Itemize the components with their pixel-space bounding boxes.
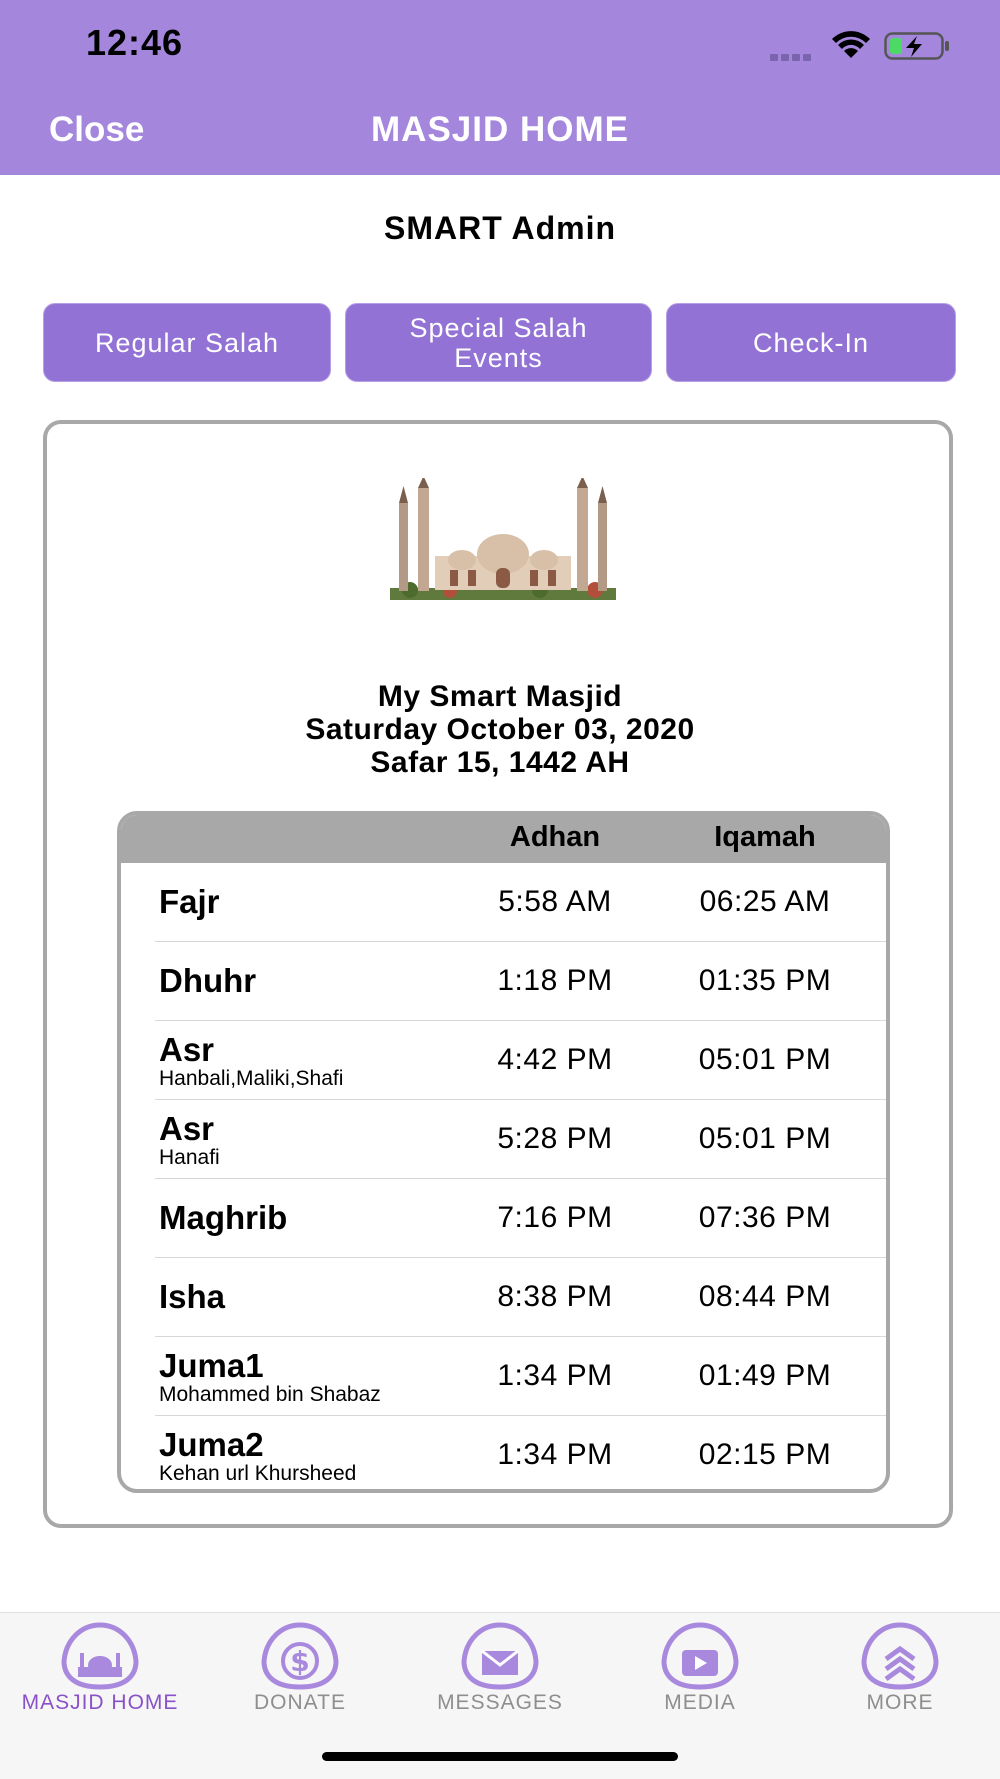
table-row bbox=[121, 1337, 886, 1416]
mosque-image bbox=[390, 478, 616, 600]
prayer-subtitle: Hanafi bbox=[159, 1146, 220, 1169]
prayer-name: Maghrib bbox=[159, 1199, 288, 1236]
cellular-signal-icon bbox=[770, 48, 814, 66]
prayer-name: Isha bbox=[159, 1278, 226, 1315]
iqamah-time: 05:01 PM bbox=[698, 1122, 832, 1155]
battery-icon bbox=[884, 32, 950, 60]
tab-label: MESSAGES bbox=[437, 1691, 563, 1714]
svg-text:$: $ bbox=[290, 1645, 310, 1678]
iqamah-time: 05:01 PM bbox=[698, 1043, 832, 1076]
regular-salah-button[interactable]: Regular Salah bbox=[43, 303, 331, 382]
tab-label: MORE bbox=[866, 1691, 934, 1714]
tab-donate[interactable] bbox=[200, 1621, 400, 1715]
home-indicator bbox=[322, 1752, 678, 1761]
masjid-info bbox=[0, 680, 1000, 779]
hijri-date: Safar 15, 1442 AH bbox=[370, 746, 630, 779]
prayer-name: Fajr bbox=[159, 883, 220, 920]
envelope-icon bbox=[460, 1621, 540, 1691]
table-row bbox=[121, 942, 886, 1021]
adhan-time: 1:18 PM bbox=[497, 964, 613, 997]
iqamah-time: 02:15 PM bbox=[698, 1438, 832, 1471]
adhan-time: 5:28 PM bbox=[497, 1122, 613, 1155]
wifi-icon bbox=[830, 30, 872, 60]
table-row bbox=[121, 1416, 886, 1493]
tab-label: MASJID HOME bbox=[21, 1691, 179, 1714]
masjid-name: My Smart Masjid bbox=[377, 680, 623, 713]
chevrons-up-icon bbox=[860, 1621, 940, 1691]
prayer-subtitle: Hanbali,Maliki,Shafi bbox=[159, 1067, 344, 1090]
adhan-time: 4:42 PM bbox=[497, 1043, 613, 1076]
top-bar bbox=[0, 0, 1000, 175]
adhan-time: 1:34 PM bbox=[497, 1438, 613, 1471]
tab-messages[interactable] bbox=[400, 1621, 600, 1715]
iqamah-time: 01:35 PM bbox=[698, 964, 832, 997]
iqamah-time: 06:25 AM bbox=[699, 885, 831, 918]
prayer-name: Juma1 bbox=[159, 1347, 264, 1384]
mosque-icon bbox=[60, 1621, 140, 1691]
adhan-time: 1:34 PM bbox=[497, 1359, 613, 1392]
iqamah-time: 01:49 PM bbox=[698, 1359, 832, 1392]
table-row bbox=[121, 1179, 886, 1258]
tab-label: MEDIA bbox=[664, 1691, 736, 1714]
prayer-name: Juma2 bbox=[159, 1426, 264, 1463]
iqamah-header: Iqamah bbox=[714, 821, 816, 853]
play-icon bbox=[660, 1621, 740, 1691]
adhan-time: 7:16 PM bbox=[497, 1201, 613, 1234]
gregorian-date: Saturday October 03, 2020 bbox=[305, 713, 695, 746]
prayer-subtitle: Mohammed bin Shabaz bbox=[159, 1383, 381, 1406]
table-header bbox=[121, 815, 886, 863]
tab-media[interactable] bbox=[600, 1621, 800, 1715]
adhan-header: Adhan bbox=[509, 821, 601, 853]
tab-masjid-home[interactable] bbox=[0, 1621, 200, 1715]
prayer-name: Asr bbox=[159, 1110, 215, 1147]
iqamah-time: 08:44 PM bbox=[698, 1280, 832, 1313]
close-button[interactable]: Close bbox=[49, 110, 145, 149]
page-title: MASJID HOME bbox=[371, 110, 629, 149]
special-salah-events-button[interactable]: Special Salah Events bbox=[345, 303, 652, 382]
prayer-subtitle: Kehan url Khursheed bbox=[159, 1462, 357, 1485]
table-row bbox=[121, 1021, 886, 1100]
admin-title: SMART Admin bbox=[383, 210, 616, 246]
adhan-time: 5:58 AM bbox=[498, 885, 612, 918]
check-in-button[interactable]: Check-In bbox=[666, 303, 956, 382]
tab-more[interactable] bbox=[800, 1621, 1000, 1715]
tab-label: DONATE bbox=[254, 1691, 346, 1714]
prayer-times-table bbox=[117, 811, 890, 1493]
table-row bbox=[121, 863, 886, 942]
table-row bbox=[121, 1100, 886, 1179]
prayer-name: Asr bbox=[159, 1031, 215, 1068]
prayer-name: Dhuhr bbox=[159, 962, 257, 999]
adhan-time: 8:38 PM bbox=[497, 1280, 613, 1313]
iqamah-time: 07:36 PM bbox=[698, 1201, 832, 1234]
table-row bbox=[121, 1258, 886, 1337]
dollar-icon bbox=[260, 1621, 340, 1691]
status-time: 12:46 bbox=[86, 22, 184, 63]
